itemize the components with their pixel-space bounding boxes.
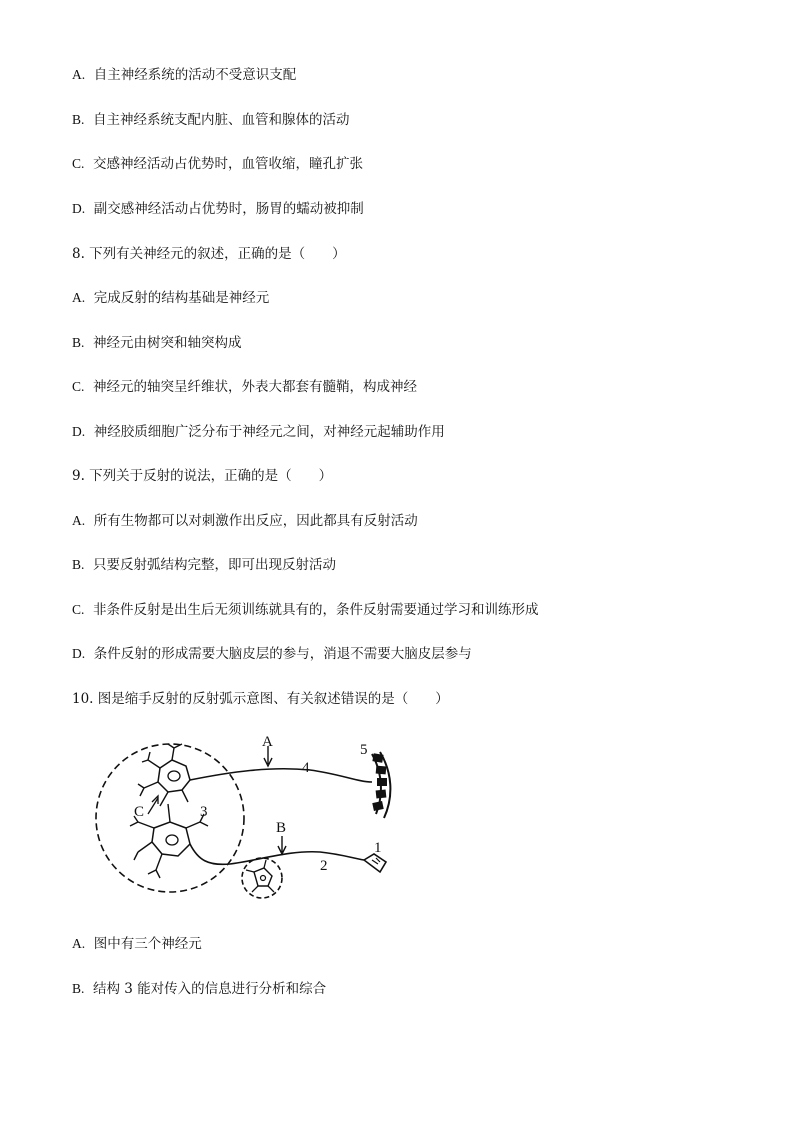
option-letter: D. (72, 201, 86, 216)
q10-stem: 10. 图是缩手反射的反射弧示意图、有关叙述错误的是（ ） (72, 691, 449, 707)
option-letter: D. (72, 424, 86, 439)
q8-option-d (72, 423, 445, 441)
q9-option-d (72, 645, 472, 663)
option-letter: A. (72, 67, 86, 82)
option-text: 自主神经系统的活动不受意识支配 (93, 67, 297, 83)
option-text: 图中有三个神经元 (93, 936, 202, 952)
q7-option-b (72, 111, 349, 129)
ganglion-dashed-circle (242, 858, 282, 898)
receptor-1 (364, 854, 386, 872)
option-letter: D. (72, 646, 86, 661)
q8-stem: 8. 下列有关神经元的叙述，正确的是（ ） (72, 246, 346, 262)
q8-option-c (72, 378, 417, 396)
q10-option-a (72, 935, 202, 953)
option-text: 自主神经系统支配内脏、血管和腺体的活动 (92, 112, 350, 128)
effector-muscle-5 (372, 752, 390, 818)
label-b: B (276, 820, 287, 836)
q9-option-b (72, 556, 336, 574)
reflex-arc-diagram (90, 732, 400, 912)
q9-stem: 9. 下列关于反射的说法，正确的是（ ） (72, 468, 333, 484)
option-text: 完成反射的结构基础是神经元 (93, 290, 270, 306)
label-4: 4 (302, 760, 310, 776)
motor-neuron-body (138, 744, 190, 806)
option-letter: B. (72, 557, 85, 572)
option-text: 所有生物都可以对刺激作出反应，因此都具有反射活动 (93, 513, 418, 529)
option-text: 神经元的轴突呈纤维状，外表大都套有髓鞘，构成神经 (92, 379, 417, 395)
label-3: 3 (200, 804, 208, 820)
label-1: 1 (374, 840, 382, 856)
option-text: 非条件反射是出生后无须训练就具有的，条件反射需要通过学习和训练形成 (92, 602, 539, 618)
option-text: 神经元由树突和轴突构成 (92, 335, 242, 351)
option-text: 交感神经活动占优势时，血管收缩，瞳孔扩张 (92, 156, 363, 172)
q8-option-b (72, 334, 241, 352)
arrow-b (278, 836, 286, 854)
option-letter: A. (72, 513, 86, 528)
q7-option-c (72, 155, 363, 173)
label-c: C (134, 804, 145, 820)
option-letter: C. (72, 156, 85, 171)
option-letter: A. (72, 936, 86, 951)
option-text: 神经胶质细胞广泛分布于神经元之间，对神经元起辅助作用 (93, 424, 445, 440)
option-letter: B. (72, 335, 85, 350)
sensory-neuron-cell-body (246, 860, 274, 892)
option-text: 副交感神经活动占优势时，肠胃的蠕动被抑制 (93, 201, 364, 217)
arrow-c (148, 796, 158, 814)
option-letter: C. (72, 602, 85, 617)
option-letter: B. (72, 112, 85, 127)
option-text: 条件反射的形成需要大脑皮层的参与，消退不需要大脑皮层参与 (93, 646, 472, 662)
label-2: 2 (320, 858, 328, 874)
option-letter: A. (72, 290, 86, 305)
option-text: 只要反射弧结构完整，即可出现反射活动 (92, 557, 336, 573)
option-letter: B. (72, 981, 85, 996)
option-letter: C. (72, 379, 85, 394)
q7-option-d (72, 200, 364, 218)
label-a: A (262, 734, 273, 750)
q7-option-a (72, 66, 296, 84)
q10-option-b (72, 980, 326, 998)
q8-option-a (72, 289, 269, 307)
q9-option-a (72, 512, 418, 530)
option-text: 结构 3 能对传入的信息进行分析和综合 (92, 981, 327, 997)
label-5: 5 (360, 742, 368, 758)
q9-option-c (72, 601, 538, 619)
efferent-fiber-4 (190, 769, 372, 782)
afferent-fiber-2 (190, 844, 364, 864)
